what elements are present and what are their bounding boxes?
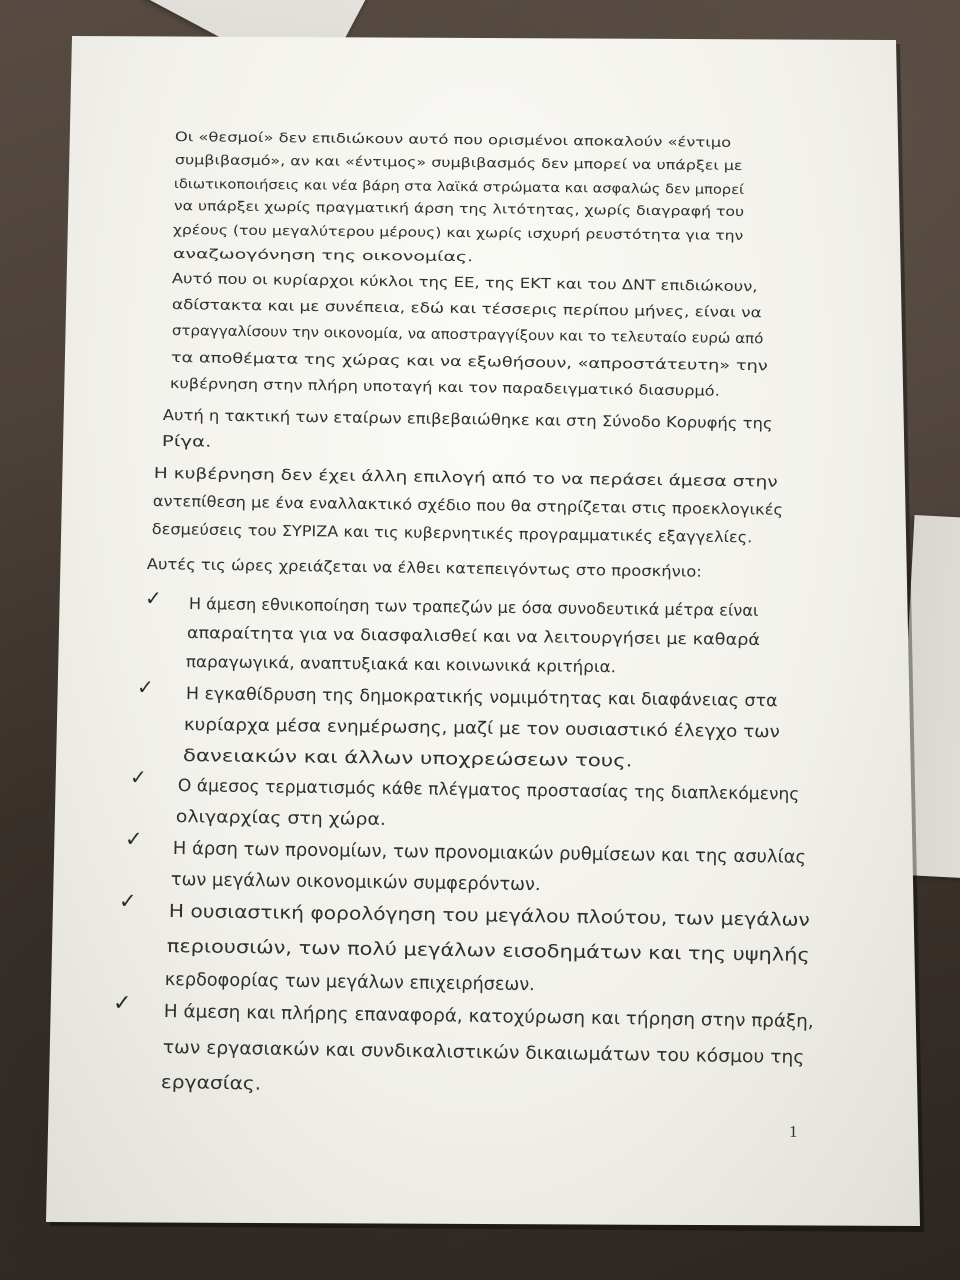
text-line: παραγωγικά, αναπτυξιακά και κοινωνικά κριτήρια. [185,652,617,677]
text-line: απαραίτητα για να διασφαλισθεί και να λειτουργήσει με καθαρά [186,623,761,650]
check-mark-icon: ✓ [137,675,154,699]
text-line: Η άμεση και πλήρης επαναφορά, κατοχύρωση και τήρηση στην πράξη, [163,1001,814,1033]
text-line: αναζωογόνηση της οικονομίας. [172,247,474,266]
text-line: Η ουσιαστική φορολόγηση του μεγάλου πλούτου, των μεγάλων [168,901,810,931]
text-line: των εργασιακών και συνδικαλιστικών δικαιωμάτων του κόσμου της [162,1037,805,1069]
page-number: 1 [789,1122,798,1141]
text-line: κερδοφορίας των μεγάλων επιχειρήσεων. [164,969,535,996]
text-line: Η εγκαθίδρυση της δημοκρατικής νομιμότητας και διαφάνειας στα [185,684,778,712]
text-line: Οι «θεσμοί» δεν επιδιώκουν αυτό που ορισμένοι αποκαλούν «έντιμο [174,130,732,151]
text-line: αντεπίθεση με ένα εναλλακτικό σχέδιο που θα στηρίζεται στις προεκλογικές [152,492,784,519]
text-line: τα αποθέματα της χώρας και να εξωθήσουν, «απροστάτευτη» την [170,350,768,375]
check-mark-icon: ✓ [130,765,147,789]
text-line: Ο άμεσος τερματισμός κάθε πλέγματος προστασίας της διαπλεκόμενης [177,776,800,805]
text-line: χρέους (του μεγαλύτερου μέρους) και χωρίς ισχυρή ρευστότητα για την [172,223,744,244]
text-line: εργασίας. [160,1072,262,1095]
text-line: Η άμεση εθνικοποίηση των τραπεζών με όσα συνοδευτικά μέτρα είναι [188,594,759,620]
text-line: ολιγαρχίας στη χώρα. [175,807,387,830]
text-line: Αυτές τις ώρες χρειάζεται να έλθει κατεπειγόντως στο προσκήνιο: [146,555,702,581]
text-line: ιδιωτικοποιήσεις και νέα βάρη στα λαϊκά στρώματα και ασφαλώς δεν μπορεί [173,177,745,198]
text-line: Η κυβέρνηση δεν έχει άλλη επιλογή από το να περάσει άμεσα στην [153,464,778,491]
text-line: κυρίαρχα μέσα ενημέρωσης, μαζί με τον ουσιαστικό έλεγχο των [183,715,781,743]
check-mark-icon: ✓ [113,991,132,1016]
text-line: δεσμεύσεις του ΣΥΡΙΖΑ και τις κυβερνητικές προγραμματικές εξαγγελίες. [151,520,753,547]
text-line: Η άρση των προνομίων, των προνομιακών ρυθμίσεων και της ασυλίας [172,838,807,868]
text-line: των μεγάλων οικονομικών συμφερόντων. [170,869,541,896]
text-line: στραγγαλίσουν την οικονομία, να αποστραγγίξουν και το τελευταίο ευρώ από [171,323,764,348]
check-mark-icon: ✓ [119,889,137,913]
text-line: Ρίγα. [161,432,212,451]
text-line: δανειακών και άλλων υποχρεώσεων τους. [182,746,633,772]
text-line: Αυτή η τακτική των εταίρων επιβεβαιώθηκε και στη Σύνοδο Κορυφής της [162,406,773,433]
text-line: Αυτό που οι κυρίαρχοι κύκλοι της ΕΕ, της ΕΚΤ και του ΔΝΤ επιδιώκουν, [171,271,758,296]
check-mark-icon: ✓ [125,827,143,851]
text-line: αδίστακτα και με συνέπεια, εδώ και τέσσερις περίπου μήνες, είναι να [171,297,762,322]
text-line: συμβιβασμό», αν και «έντιμος» συμβιβασμός δεν μπορεί να υπάρξει με [174,153,743,174]
check-mark-icon: ✓ [145,586,162,610]
text-line: κυβέρνηση στην πλήρη υποταγή και τον παραδειγματικό διασυρμό. [169,376,720,400]
text-line: περιουσιών, των πολύ μεγάλων εισοδημάτων και της υψηλής [166,936,810,966]
text-line: να υπάρξει χωρίς πραγματική άρση της λιτότητας, χωρίς διαγραφή του [173,199,745,220]
